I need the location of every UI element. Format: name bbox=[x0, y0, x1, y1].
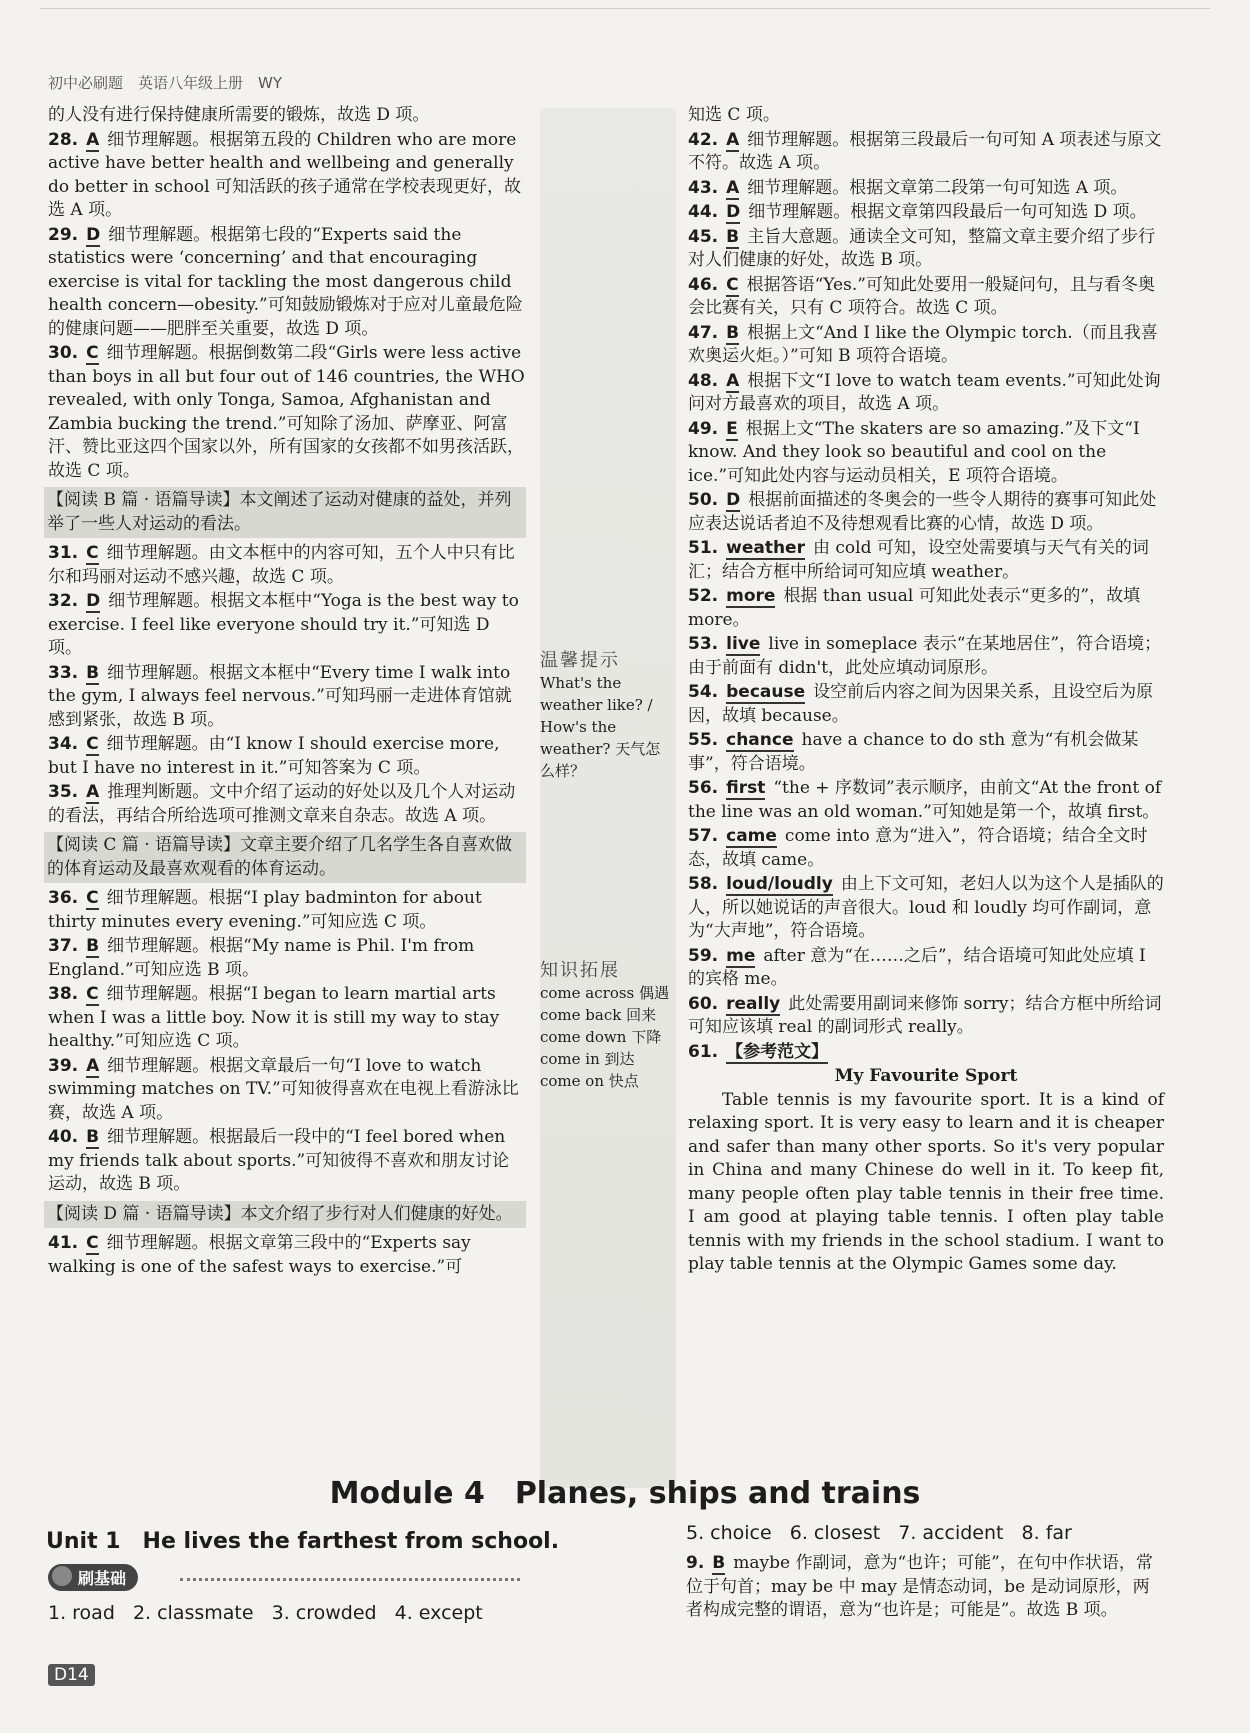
answer-item bbox=[48, 342, 526, 483]
question-number: 51. bbox=[688, 538, 719, 558]
answer-item bbox=[48, 1055, 526, 1126]
answer-item bbox=[48, 662, 526, 733]
explanation: maybe 作副词，意为“也许；可能”，在句中作状语，常位于句首；may be 中 may 是情态动词，be 是动词原形，两者构成完整的谓语，意为“也许是；可能是”。故选 B 项。 bbox=[686, 1553, 1153, 1620]
answer-key: B bbox=[86, 936, 100, 956]
explanation: have a chance to do sth 意为“有机会做某事”，符合语境。 bbox=[688, 730, 1139, 774]
passage-guide: 【阅读 D 篇 · 语篇导读】本文介绍了步行对人们健康的好处。 bbox=[44, 1201, 526, 1229]
pencil-icon bbox=[52, 1566, 72, 1586]
dotted-divider bbox=[180, 1578, 520, 1581]
answer-key: live bbox=[726, 634, 761, 654]
question-number: 49. bbox=[688, 418, 719, 439]
explanation: 细节理解题。根据文章第四段最后一句可知选 D 项。 bbox=[748, 202, 1147, 222]
explanation: live in someplace 表示“在某地居住”，符合语境；由于前面有 didn't，此处应填动词原形。 bbox=[688, 634, 1162, 678]
passage-guide: 【阅读 B 篇 · 语篇导读】本文阐述了运动对健康的益处，并列举了一些人对运动的看法。 bbox=[44, 487, 526, 538]
answer-item bbox=[688, 873, 1164, 944]
answer-item bbox=[688, 681, 1164, 728]
answer-key: A bbox=[726, 129, 740, 150]
question-number: 40. bbox=[48, 1127, 79, 1147]
explanation: 细节理解题。根据文章第三段中的“Experts say walking is one of the safest ways to exercise.”可 bbox=[48, 1233, 471, 1277]
answer-key: D bbox=[86, 591, 101, 611]
answer-item bbox=[688, 633, 1164, 680]
tip-knowledge-title: 知识拓展 bbox=[540, 960, 620, 981]
running-header: 初中必刷题 英语八年级上册 WY bbox=[48, 74, 282, 92]
question-number: 42. bbox=[688, 129, 719, 150]
side-band bbox=[540, 108, 676, 1488]
shuaji-label: 刷基础 bbox=[78, 1569, 127, 1588]
question-number: 54. bbox=[688, 682, 719, 702]
question-number: 53. bbox=[688, 634, 719, 654]
answer-key: A bbox=[86, 782, 100, 802]
answer-item bbox=[688, 993, 1164, 1040]
answer-key: B bbox=[726, 226, 740, 247]
answer-item bbox=[48, 224, 526, 342]
tip-item: come across 偶遇 bbox=[540, 984, 670, 1002]
answer-key: weather bbox=[726, 538, 805, 558]
answer-key: D bbox=[86, 224, 101, 245]
question-number: 33. bbox=[48, 662, 79, 683]
explanation: 细节理解题。由文本框中的内容可知，五个人中只有比尔和玛丽对运动不感兴趣，故选 C 项。 bbox=[48, 543, 515, 587]
fill-answers-1 bbox=[48, 1602, 495, 1624]
answer-item bbox=[48, 781, 526, 828]
question-number: 32. bbox=[48, 591, 79, 611]
continued-text: 的人没有进行保持健康所需要的锻炼，故选 D 项。 bbox=[48, 105, 430, 125]
explanation: 细节理解题。根据第三段最后一句可知 A 项表述与原文不符。故选 A 项。 bbox=[688, 129, 1162, 173]
answer-key: A bbox=[86, 129, 100, 150]
explanation: 细节理解题。根据文本框中“Yoga is the best way to exercise. I feel like everyone should try it.”可知选 D 项。 bbox=[48, 591, 519, 658]
tip-warm-text: What's the weather like? / How's the weather? 天气怎么样？ bbox=[540, 674, 661, 780]
answer-key: 【参考范文】 bbox=[726, 1041, 829, 1062]
question-number: 48. bbox=[688, 370, 719, 391]
answer-item bbox=[688, 129, 1164, 176]
answer-item bbox=[48, 733, 526, 780]
answer-key: C bbox=[86, 734, 99, 754]
fill-answer: 8. far bbox=[1021, 1522, 1072, 1544]
question-number: 41. bbox=[48, 1233, 79, 1253]
explanation: 主旨大意题。通读全文可知，整篇文章主要介绍了步行对人们健康的好处，故选 B 项。 bbox=[688, 226, 1156, 270]
explanation: 细节理解题。根据“I play badminton for about thirty minutes every evening.”可知应选 C 项。 bbox=[48, 888, 482, 932]
explanation: come into 意为“进入”，符合语境；结合全文时态，故填 came。 bbox=[688, 826, 1148, 870]
question-9 bbox=[686, 1552, 1164, 1623]
answer-item bbox=[688, 274, 1164, 321]
question-number: 52. bbox=[688, 586, 719, 606]
right-column bbox=[688, 104, 1164, 1277]
answer-item bbox=[688, 729, 1164, 776]
answer-item bbox=[48, 1232, 526, 1279]
fill-answers-2 bbox=[686, 1522, 1084, 1544]
answer-key: A bbox=[86, 1055, 100, 1076]
answer-key: E bbox=[726, 418, 738, 439]
answer-item bbox=[48, 129, 526, 223]
question-number: 47. bbox=[688, 322, 719, 343]
question-number: 39. bbox=[48, 1055, 79, 1076]
shuaji-badge bbox=[48, 1564, 138, 1591]
explanation: 细节理解题。根据倒数第二段“Girls were less active than boys in all but four out of 146 countries, the WHO revealed, with only Tonga, Samoa, Afghanistan and Zambia bucking the trend.”可知除了汤加、萨摩亚、阿富汗、赞比亚这四个国家以外，所有国家的女孩都不如男孩活跃，故选 C 项。 bbox=[48, 343, 525, 481]
answer-key: C bbox=[86, 1233, 99, 1253]
question-number: 29. bbox=[48, 224, 79, 245]
question-number: 38. bbox=[48, 984, 79, 1004]
answer-item bbox=[688, 226, 1164, 273]
answer-item bbox=[688, 777, 1164, 824]
explanation: 此处需要用副词来修饰 sorry；结合方框中所给词可知应该填 real 的副词形式 really。 bbox=[688, 993, 1162, 1037]
answer-key: really bbox=[726, 993, 781, 1014]
explanation: “the + 序数词”表示顺序，由前文“At the front of the line was an old woman.”可知她是第一个，故填 first。 bbox=[688, 778, 1162, 822]
answer-key: A bbox=[726, 370, 740, 391]
top-rule bbox=[40, 8, 1210, 9]
answer-key: me bbox=[726, 945, 756, 966]
question-number: 36. bbox=[48, 888, 79, 908]
explanation: 根据 than usual 可知此处表示“更多的”，故填 more。 bbox=[688, 586, 1141, 630]
answer-item bbox=[688, 1041, 1164, 1065]
explanation: 细节理解题。根据第五段的 Children who are more active have better health and wellbeing and generally do better in school 可知活跃的孩子通常在学校表现更好，故选 A 项。 bbox=[48, 129, 522, 220]
explanation: 细节理解题。根据文本框中“Every time I walk into the gym, I always feel nervous.”可知玛丽一走进体育馆就感到紧张，故选 B 项。 bbox=[48, 662, 512, 730]
question-number: 9. bbox=[686, 1553, 705, 1573]
answer-item bbox=[688, 489, 1164, 536]
question-number: 43. bbox=[688, 177, 719, 198]
question-number: 55. bbox=[688, 730, 719, 750]
answer-key: chance bbox=[726, 730, 794, 750]
question-number: 30. bbox=[48, 343, 79, 363]
fill-answer: 1. road bbox=[48, 1602, 115, 1624]
explanation: 细节理解题。根据文章第二段第一句可知选 A 项。 bbox=[747, 177, 1128, 198]
answer-key: because bbox=[726, 682, 806, 702]
page-number: D14 bbox=[48, 1664, 95, 1686]
answer-key: first bbox=[726, 778, 766, 798]
explanation: 根据上文“The skaters are so amazing.”及下文“I know. And they look so beautiful and cool on the ice.”可知此处内容与运动员相关，E 项符合语境。 bbox=[688, 418, 1140, 486]
answer-item bbox=[688, 585, 1164, 632]
tip-item: come back 回来 bbox=[540, 1006, 657, 1024]
question-number: 60. bbox=[688, 993, 719, 1014]
question-number: 46. bbox=[688, 274, 719, 295]
answer-item bbox=[688, 322, 1164, 369]
answer-key: C bbox=[86, 984, 99, 1004]
fill-answer: 7. accident bbox=[898, 1522, 1004, 1544]
passage-guide: 【阅读 C 篇 · 语篇导读】文章主要介绍了几名学生各自喜欢做的体育运动及最喜欢观看的体育运动。 bbox=[44, 832, 526, 883]
fill-answer: 5. choice bbox=[686, 1522, 772, 1544]
answer-key: more bbox=[726, 586, 776, 606]
left-column bbox=[48, 104, 526, 1280]
fill-answer: 3. crowded bbox=[271, 1602, 377, 1624]
answer-item bbox=[48, 983, 526, 1054]
unit-title: Unit 1 He lives the farthest from school. bbox=[46, 1529, 560, 1554]
answer-key: B bbox=[712, 1553, 726, 1573]
answer-item bbox=[48, 542, 526, 589]
tip-warm bbox=[540, 650, 674, 782]
answer-item bbox=[688, 201, 1164, 225]
answer-item bbox=[688, 537, 1164, 584]
tip-item: come down 下降 bbox=[540, 1028, 662, 1046]
explanation: 细节理解题。根据第七段的“Experts said the statistics were ‘concerning’ and that encouraging exercise is vital for tackling the most dangerous child health concern—obesity.”可知鼓励锻炼对于应对儿童最危险的健康问题——肥胖至关重要，故选 D 项。 bbox=[48, 224, 523, 339]
answer-item bbox=[48, 935, 526, 982]
answer-key: came bbox=[726, 826, 777, 846]
explanation: 根据下文“I love to watch team events.”可知此处询问对方最喜欢的项目，故选 A 项。 bbox=[688, 370, 1161, 414]
answer-key: C bbox=[86, 888, 99, 908]
question-number: 50. bbox=[688, 490, 719, 510]
question-number: 34. bbox=[48, 734, 79, 754]
explanation: 由 cold 可知，设空处需要填与天气有关的词汇；结合方框中所给词可知应填 weather。 bbox=[688, 538, 1149, 582]
question-number: 35. bbox=[48, 782, 79, 802]
question-number: 57. bbox=[688, 826, 719, 846]
question-number: 61. bbox=[688, 1041, 719, 1062]
answer-item bbox=[688, 945, 1164, 992]
answer-item bbox=[688, 177, 1164, 201]
answer-key: B bbox=[86, 662, 100, 683]
fill-answer: 2. classmate bbox=[132, 1602, 254, 1624]
answer-key: D bbox=[726, 490, 741, 510]
continued-text: 知选 C 项。 bbox=[688, 105, 780, 125]
question-number: 37. bbox=[48, 936, 79, 956]
answer-key: C bbox=[86, 543, 99, 563]
explanation: 设空前后内容之间为因果关系，且设空后为原因，故填 because。 bbox=[688, 682, 1154, 726]
answer-key: A bbox=[726, 177, 740, 198]
question-number: 58. bbox=[688, 874, 719, 894]
explanation: 细节理解题。根据“I began to learn martial arts when I was a little boy. Now it is still my way to stay healthy.”可知应选 C 项。 bbox=[48, 984, 500, 1051]
answer-item bbox=[48, 1126, 526, 1197]
fill-answer: 6. closest bbox=[789, 1522, 881, 1544]
explanation: 根据上文“And I like the Olympic torch.（而且我喜欢奥运火炬。）”可知 B 项符合语境。 bbox=[688, 322, 1158, 366]
question-number: 45. bbox=[688, 226, 719, 247]
answer-key: C bbox=[726, 274, 739, 295]
question-number: 31. bbox=[48, 543, 79, 563]
answer-item bbox=[48, 887, 526, 934]
question-number: 44. bbox=[688, 202, 719, 222]
tip-item: come in 到达 bbox=[540, 1050, 635, 1068]
answer-item bbox=[688, 825, 1164, 872]
tip-warm-title: 温馨提示 bbox=[540, 650, 620, 671]
explanation: 推理判断题。文中介绍了运动的好处以及几个人对运动的看法，再结合所给选项可推测文章来自杂志。故选 A 项。 bbox=[48, 782, 516, 826]
answer-item bbox=[688, 370, 1164, 417]
explanation: 细节理解题。根据最后一段中的“I feel bored when my friends talk about sports.”可知彼得不喜欢和朋友讨论运动，故选 B 项。 bbox=[48, 1127, 510, 1194]
answer-key: loud/loudly bbox=[726, 874, 833, 894]
explanation: 根据答语“Yes.”可知此处要用一般疑问句，且与看冬奥会比赛有关，只有 C 项符合。故选 C 项。 bbox=[688, 274, 1155, 318]
explanation: 细节理解题。由“I know I should exercise more, but I have no interest in it.”可知答案为 C 项。 bbox=[48, 734, 500, 778]
answer-key: D bbox=[726, 202, 741, 222]
answer-key: B bbox=[86, 1127, 100, 1147]
module-title: Module 4 Planes, ships and trains bbox=[329, 1476, 921, 1511]
tip-knowledge bbox=[540, 960, 674, 1092]
question-number: 59. bbox=[688, 945, 719, 966]
essay-body: Table tennis is my favourite sport. It is a kind of relaxing sport. It is very easy to learn and it is cheaper and safer than many other sports. So it's very popular in China and many Chinese do well in it. To keep fit, many people often play table tennis in their free time. I am good at playing table tennis. I often play table tennis with my friends in the school stadium. I want to play table tennis at the Olympic Games some day. bbox=[688, 1089, 1164, 1274]
explanation: after 意为“在……之后”，结合语境可知此处应填 I 的宾格 me。 bbox=[688, 945, 1146, 989]
tip-item: come on 快点 bbox=[540, 1072, 639, 1090]
answer-item bbox=[688, 418, 1164, 489]
fill-answer: 4. except bbox=[394, 1602, 483, 1624]
question-number: 28. bbox=[48, 129, 79, 150]
essay-title: My Favourite Sport bbox=[834, 1066, 1018, 1086]
answer-key: C bbox=[86, 343, 99, 363]
explanation: 细节理解题。根据文章最后一句“I love to watch swimming matches on TV.”可知彼得喜欢在电视上看游泳比赛，故选 A 项。 bbox=[48, 1055, 519, 1123]
question-number: 56. bbox=[688, 778, 719, 798]
answer-item bbox=[48, 590, 526, 661]
explanation: 由上下文可知，老妇人以为这个人是插队的人，所以她说话的声音很大。loud 和 loudly 均可作副词，意为“大声地”，符合语境。 bbox=[688, 874, 1164, 941]
explanation: 根据前面描述的冬奥会的一些令人期待的赛事可知此处应表达说话者迫不及待想观看比赛的心情，故选 D 项。 bbox=[688, 490, 1157, 534]
explanation: 细节理解题。根据“My name is Phil. I'm from England.”可知应选 B 项。 bbox=[48, 936, 475, 980]
answer-key: B bbox=[726, 322, 740, 343]
